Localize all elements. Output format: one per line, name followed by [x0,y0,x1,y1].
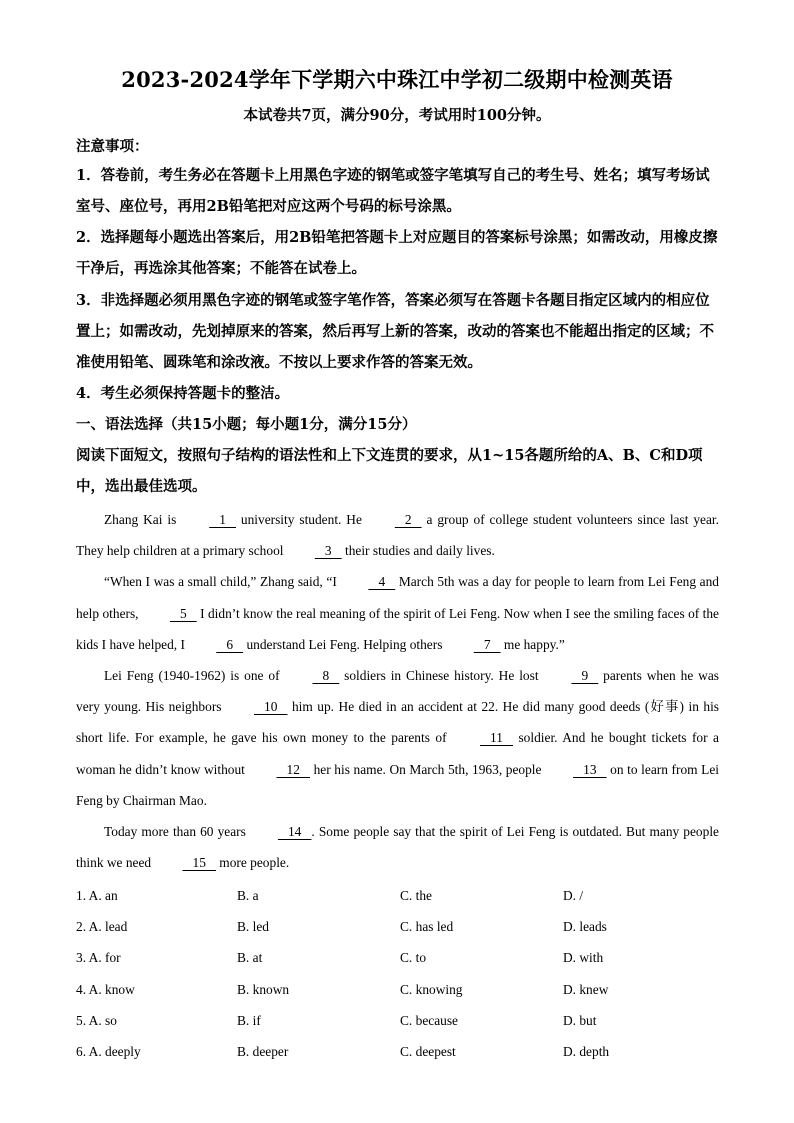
question-5-options [76,1005,726,1036]
blank-13: 13 [573,761,607,777]
option-d: D. knew [563,981,609,997]
note-item-3: 3．非选择题必须用黑色字迹的钢笔或签字笔作答，答案必须写在答题卡各题目指定区域内的相应位置上；如需改动，先划掉原来的答案，然后再写上新的答案，改动的答案也不能超出指定的区域；不准使用铅笔、圆珠笔和涂改液。不按以上要求作答的答案无效。 [76,292,714,371]
blank-10: 10 [254,699,288,715]
option-a [76,880,118,911]
note-item-4: 4．考生必须保持答题卡的整洁。 [76,385,290,402]
blank-7: 7 [473,636,501,652]
blank-6: 6 [216,636,244,652]
exam-subtitle: 本试卷共7页，满分90分，考试用时100分钟。 [243,107,551,124]
question-3-options [76,942,726,973]
option-d: D. / [563,888,584,903]
option-d: D. with [563,950,604,966]
blank-9: 9 [571,668,599,684]
option-a [76,942,121,973]
passage-text: . Some people say that the spirit of Lei Feng is outdated. But many people think we need [76,824,719,871]
passage-text: Zhang Kai is [104,512,182,527]
blank-15: 15 [182,855,216,871]
question-1-options [76,880,726,911]
option-c: C. knowing [400,981,463,997]
option-a-text: A. lead [88,919,128,935]
question-6-options [76,1036,726,1067]
passage-paragraph-1 [76,504,719,566]
question-number: 1. [76,888,87,903]
option-c: C. because [400,1012,459,1028]
option-b: B. at [237,950,263,966]
exam-title: 2023-2024学年下学期六中珠江中学初二级期中检测英语 [121,67,673,92]
option-d: D. but [563,1012,597,1028]
option-c: C. to [400,950,427,966]
passage-text: more people. [215,855,290,871]
option-d: D. depth [563,1043,610,1059]
passage-text: me happy.” [500,636,565,652]
note-item-1: 1．答卷前，考生务必在答题卡上用黑色字迹的钢笔或签字笔填写自己的考生号、姓名；填写考场试室号、座位号，再用2B铅笔把对应这两个号码的标号涂黑。 [76,167,710,215]
passage-text: a group of college student volunteers since last year. They help children at a primary school [76,512,719,559]
option-a-text: A. an [88,888,118,903]
question-number: 5. [76,1012,87,1028]
blank-4: 4 [368,574,396,590]
passage-paragraph-4 [76,816,719,878]
option-d: D. leads [563,919,607,935]
passage-paragraph-2 [76,566,719,660]
option-c: C. deepest [400,1043,456,1059]
section-instruction: 阅读下面短文，按照句子结构的语法性和上下文连贯的要求，从1~15各题所给的A、B、C和D项中，选出最佳选项。 [76,447,703,495]
question-number: 3. [76,950,87,966]
passage-text: I didn’t know the real meaning of the spirit of Lei Feng. Now when I see the smiling faces of the kids I have helped, I [76,605,719,652]
question-number: 2. [76,919,87,935]
blank-5: 5 [169,605,197,621]
passage-text: university student. He [235,512,367,527]
option-a [76,911,127,942]
passage-text: March 5th was a day for people to learn from Lei Feng and help others, [76,574,719,621]
passage-text: her his name. On March 5th, 1963, people [309,761,546,777]
blank-11: 11 [480,730,513,746]
option-a [76,974,135,1005]
question-2-options [76,911,726,942]
question-number: 4. [76,981,87,997]
option-b: B. deeper [237,1043,289,1059]
passage-text: soldier. And he bought tickets for a woman he didn’t know without [76,730,719,777]
reading-passage [76,504,719,878]
blank-2: 2 [394,512,422,527]
blank-3: 3 [314,543,342,559]
option-b: B. if [237,1012,261,1028]
passage-text: parents when he was very young. His neighbors [76,668,720,715]
option-b: B. led [237,919,269,935]
passage-text: Lei Feng (1940-1962) is one of [104,668,285,684]
blank-14: 14 [277,824,312,840]
option-a [76,1036,141,1067]
passage-text: on to learn from Lei Feng by Chairman Mao. [76,761,720,808]
passage-text: soldiers in Chinese history. He lost [339,668,544,684]
passage-text: understand Lei Feng. Helping others [243,636,446,652]
option-a-text: A. know [88,981,135,997]
notes-heading: 注意事项： [76,138,149,155]
passage-text: him up. He died in an accident at 22. He did many good deeds (好事) in his short life. For example, he gave his own money to the parents of [76,699,720,746]
option-a-text: A. for [88,950,121,966]
passage-text: “When I was a small child,” Zhang said, “I [104,574,341,590]
section-heading: 一、语法选择（共15小题；每小题1分，满分15分） [76,416,417,433]
option-c: C. has led [400,919,454,935]
option-a-text: A. deeply [88,1043,141,1059]
passage-paragraph-3 [76,660,719,816]
option-b: B. known [237,981,290,997]
question-4-options [76,974,726,1005]
passage-text: their studies and daily lives. [341,543,495,559]
question-number: 6. [76,1043,87,1059]
option-b: B. a [237,888,259,903]
option-c: C. the [400,888,432,903]
note-item-2: 2．选择题每小题选出答案后，用2B铅笔把答题卡上对应题目的答案标号涂黑；如需改动，用橡皮擦干净后，再选涂其他答案；不能答在试卷上。 [76,229,718,277]
blank-12: 12 [276,761,310,777]
blank-8: 8 [312,668,340,684]
passage-text: Today more than 60 years [104,824,250,840]
option-a [76,1005,117,1036]
answer-options [76,880,726,1067]
blank-1: 1 [209,512,236,527]
option-a-text: A. so [88,1012,117,1028]
